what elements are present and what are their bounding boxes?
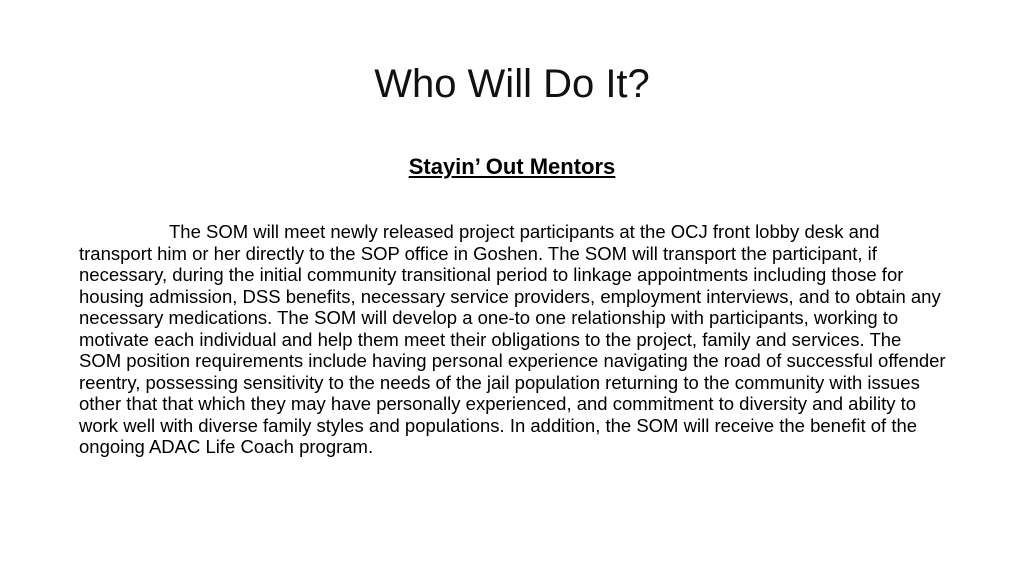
slide-title: Who Will Do It? xyxy=(374,62,650,106)
slide-body-text: The SOM will meet newly released project participants at the OCJ front lobby desk and transport him or her directly to the SOP office in Goshen. The SOM will transport the participant, if necessary, during the initial community transitional period to linkage appointments including those for housing admission, DSS benefits, necessary service providers, employment interviews, and to obtain any necessary medications. The SOM will develop a one-to one relationship with participants, working to motivate each individual and help them meet their obligations to the project, family and services. The SOM position requirements include having personal experience navigating the road of successful offender reentry, possessing sensitivity to the needs of the jail population returning to the community with issues other that that which they may have personally experienced, and commitment to diversity and ability to work well with diverse family styles and populations. In addition, the SOM will receive the benefit of the ongoing ADAC Life Coach program. xyxy=(79,221,946,457)
slide-subtitle: Stayin’ Out Mentors xyxy=(408,154,616,179)
